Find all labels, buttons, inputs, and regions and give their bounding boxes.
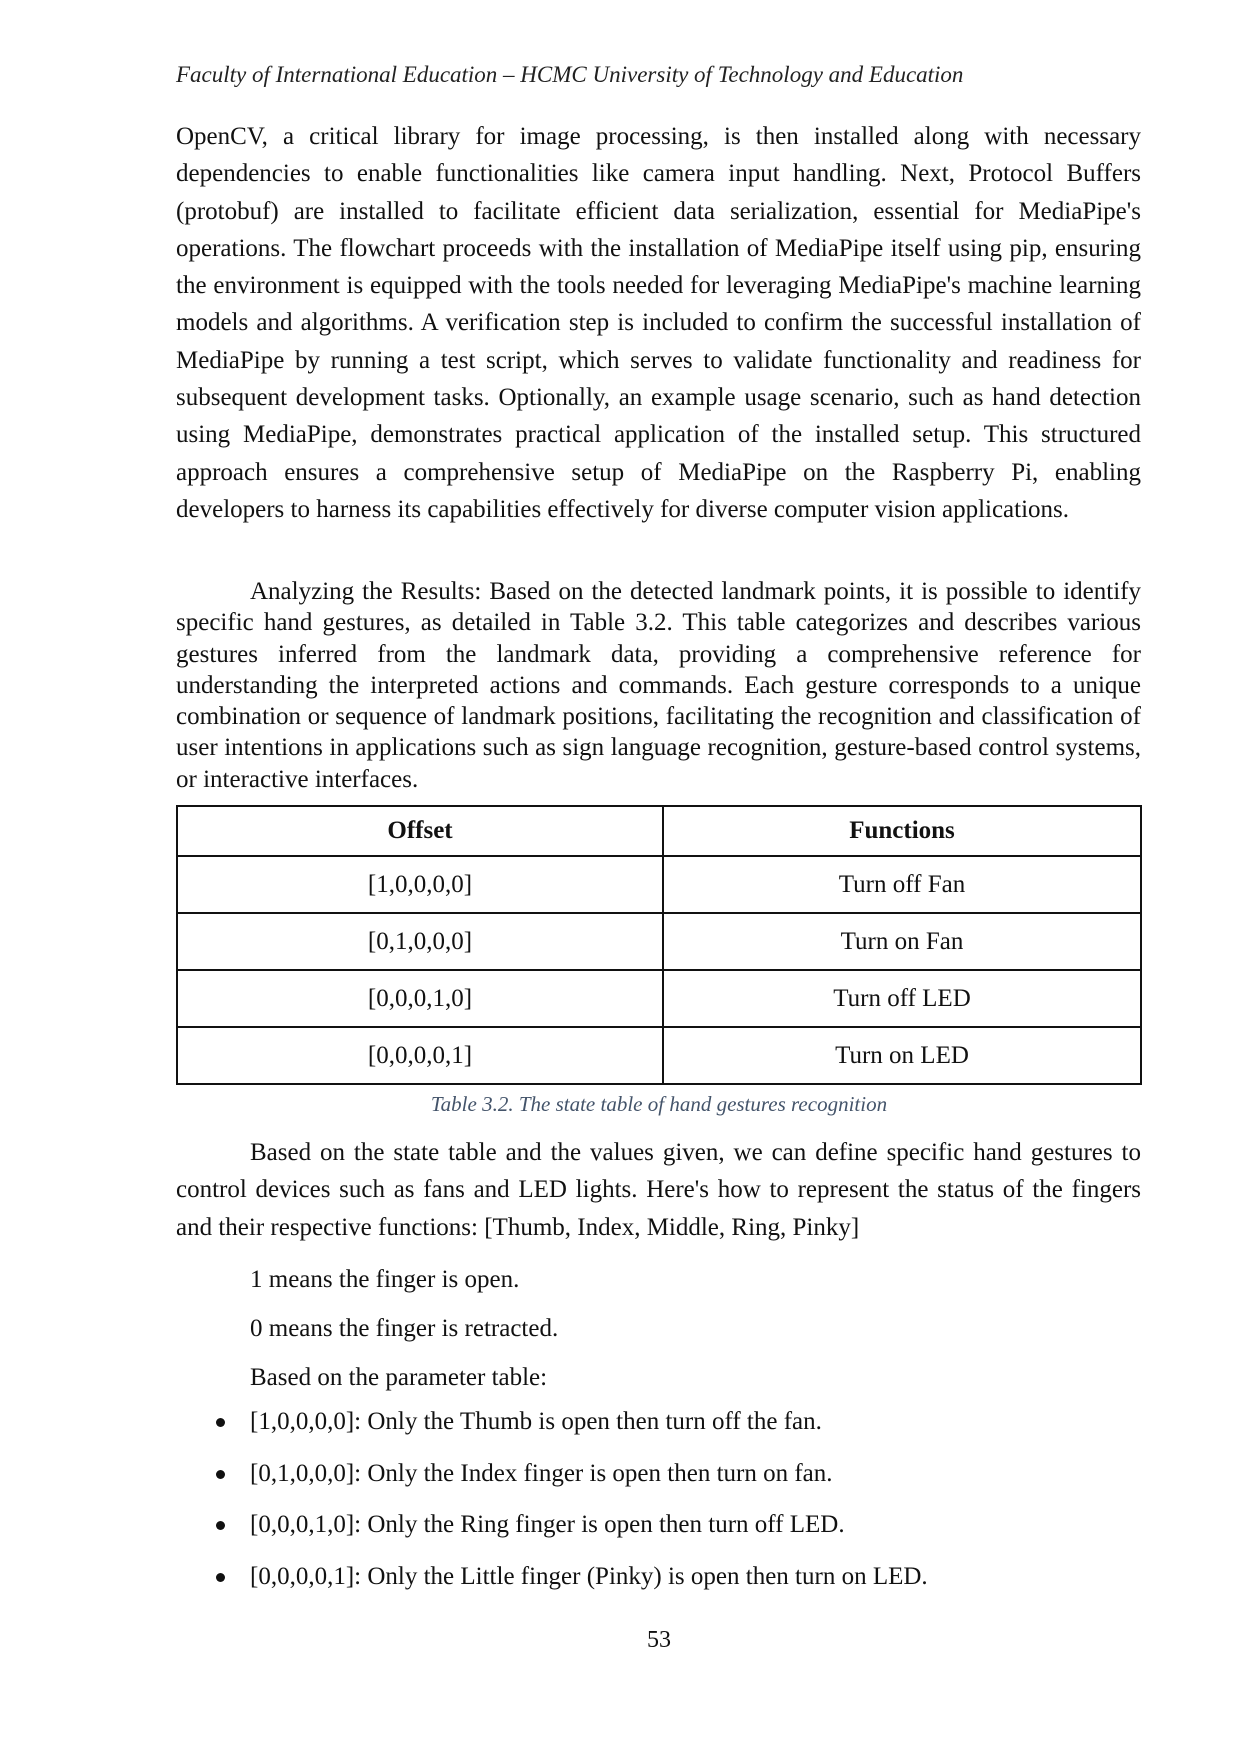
bullet-icon: [216, 1573, 225, 1582]
function-cell: Turn on Fan: [663, 913, 1141, 970]
paragraph-mediapipe-setup: OpenCV, a critical library for image processing, is then installed along with necessary dependencies to enable functionalities like camera input handling. Next, Protocol Buffers (protobuf) are installed to facilitate efficient data serialization, essential for MediaPipe's operations. The flowchart proceeds with the installation of MediaPipe itself using pip, ensuring the environment is equipped with the tools needed for leveraging MediaPipe's machine learning models and algorithms. A verification step is included to confirm the successful installation of MediaPipe by running a test script, which serves to validate functionality and readiness for subsequent development tasks. Optionally, an example usage scenario, such as hand detection using MediaPipe, demonstrates practical application of the installed setup. This structured approach ensures a comprehensive setup of MediaPipe on the Raspberry Pi, enabling developers to harness its capabilities effectively for diverse computer vision applications.: [176, 123, 1141, 523]
table-row: [177, 856, 1141, 913]
offset-cell: [0,0,0,1,0]: [177, 970, 663, 1027]
offset-cell: [1,0,0,0,0]: [177, 856, 663, 913]
list-item-text: [1,0,0,0,0]: Only the Thumb is open then turn off the fan.: [250, 1408, 822, 1435]
page-number: 53: [647, 1627, 671, 1653]
offset-cell: [0,0,0,0,1]: [177, 1027, 663, 1084]
function-cell: Turn off Fan: [663, 856, 1141, 913]
table-header-row: [177, 806, 1141, 856]
finger-retracted-note: 0 means the finger is retracted.: [250, 1315, 559, 1342]
list-item-text: [0,1,0,0,0]: Only the Index finger is open then turn on fan.: [250, 1459, 833, 1487]
function-cell: Turn on LED: [663, 1027, 1141, 1084]
list-item: [176, 1560, 928, 1612]
table-row: [177, 913, 1141, 970]
function-cell: Turn off LED: [663, 970, 1141, 1027]
bullet-icon: [216, 1521, 225, 1530]
list-item: [176, 1405, 928, 1457]
parameter-table-intro: Based on the parameter table:: [250, 1364, 548, 1391]
table-row: [177, 1027, 1141, 1084]
column-header-offset: Offset: [177, 806, 663, 856]
paragraph-state-table-explanation: Based on the state table and the values given, we can define specific hand gestures to control devices such as fans and LED lights. Here's how to represent the status of the fingers and their respective functions: [Thumb, Index, Middle, Ring, Pinky]: [176, 1139, 1141, 1241]
list-item: [176, 1457, 928, 1509]
list-item: [176, 1508, 928, 1560]
offset-cell: [0,1,0,0,0]: [177, 913, 663, 970]
finger-open-note: 1 means the finger is open.: [250, 1266, 520, 1293]
list-item-text: [0,0,0,0,1]: Only the Little finger (Pinky) is open then turn on LED.: [250, 1562, 928, 1590]
table-caption: Table 3.2. The state table of hand gestures recognition: [430, 1092, 888, 1116]
table-row: [177, 970, 1141, 1027]
gesture-bullet-list: [176, 1405, 928, 1611]
column-header-functions: Functions: [663, 806, 1141, 856]
running-header: Faculty of International Education – HCMC University of Technology and Education: [176, 62, 964, 87]
paragraph-analyzing-results: Analyzing the Results: Based on the detected landmark points, it is possible to identify specific hand gestures, as detailed in Table 3.2. This table categorizes and describes various gestures inferred from the landmark data, providing a comprehensive reference for understanding the interpreted actions and commands. Each gesture corresponds to a unique combination or sequence of landmark positions, facilitating the recognition and classification of user intentions in applications such as sign language recognition, gesture-based control systems, or interactive interfaces.: [176, 578, 1141, 793]
bullet-icon: [216, 1418, 225, 1427]
bullet-icon: [216, 1470, 225, 1479]
list-item-text: [0,0,0,1,0]: Only the Ring finger is open then turn off LED.: [250, 1511, 845, 1538]
gesture-state-table: [176, 805, 1142, 1085]
